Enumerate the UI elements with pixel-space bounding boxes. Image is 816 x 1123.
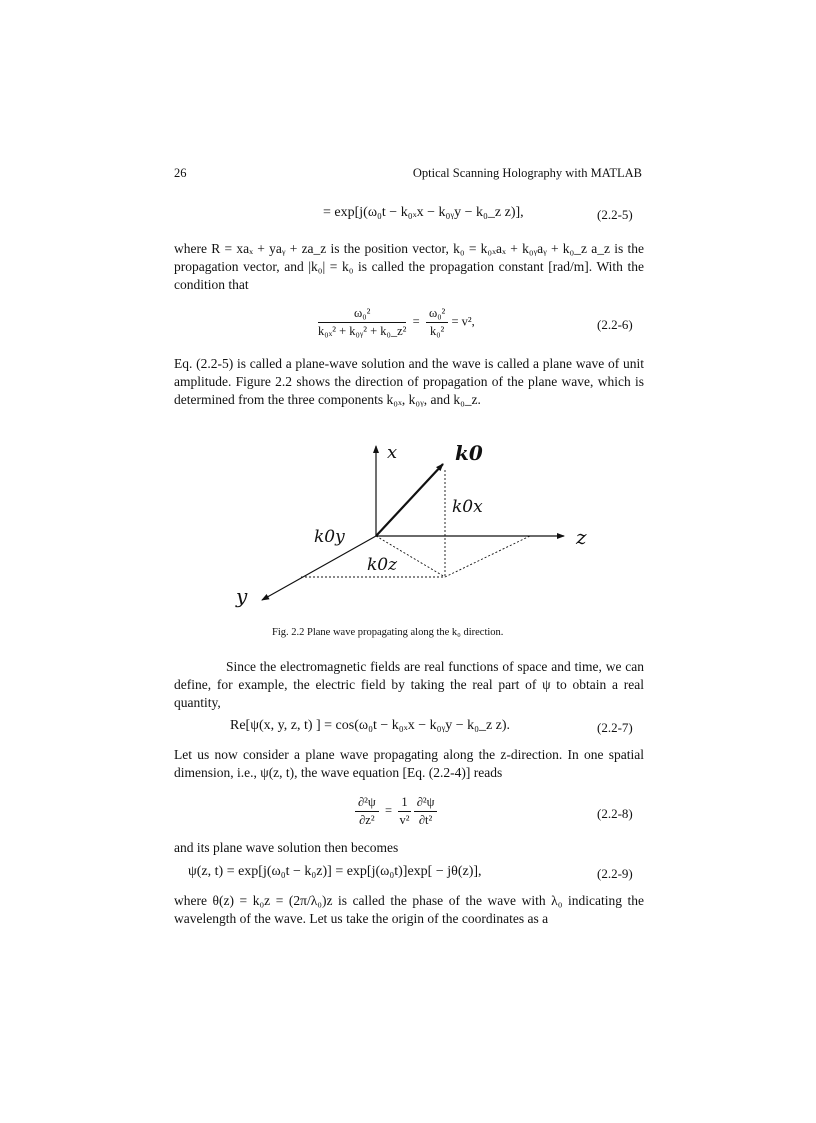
figure-2-2: [0, 420, 816, 620]
fraction: [398, 795, 410, 828]
z-projection: [445, 536, 530, 577]
denominator: k₀²: [429, 324, 445, 338]
k0-vector: [376, 464, 443, 536]
denominator: ∂z²: [359, 813, 375, 827]
fraction: [414, 795, 438, 828]
paragraph-z-direction: Let us now consider a plane wave propagating along the z-direction. In one spatial dimension, i.e., ψ(z, t), the wave equation [Eq. (2.2-4)] reads: [174, 747, 644, 780]
fraction: [355, 795, 379, 828]
z-axis-label: z: [576, 525, 587, 549]
numerator: ω₀²: [318, 306, 406, 323]
equation-number-2-2-6: (2.2-6): [597, 317, 633, 332]
y-axis-label: y: [236, 584, 248, 608]
fraction: [426, 306, 448, 339]
paragraph-phase: where θ(z) = k₀z = (2π/λ₀)z is called the phase of the wave with λ₀ indicating the wavelength of the wave. Let us take the origin of the coordinates as a: [174, 893, 644, 926]
k0x-label: k0x: [452, 497, 483, 517]
equation-2-2-6: $\frac{\text{ω₀²}}{\text{k₀ₓ² + k₀ᵧ² + k₀\_z²}}$ = $\frac{\text{ω₀²}}{\text{k₀²}}$ = v²,: [318, 306, 475, 338]
equation-2-2-8: $\frac{\text{∂²ψ}}{\text{∂z²}}$ = $\frac{1}{\text{v²}}$ $\frac{\text{∂²ψ}}{\text{∂t²}}$: [355, 795, 437, 828]
paragraph-position-vector: where R = xaₓ + yaᵧ + za_z is the position vector, k₀ = k₀ₓaₓ + k₀ᵧaᵧ + k₀_z a_z is the propagation vector, and |k₀| = k₀ is called the propagation constant [rad/m]. With the condition that: [174, 241, 644, 292]
k0-label: k0: [455, 441, 483, 465]
fraction: [318, 306, 406, 339]
equation-rhs: = v²,: [451, 314, 475, 329]
x-axis-label: x: [387, 442, 398, 463]
paragraph-solution: and its plane wave solution then becomes: [174, 840, 399, 855]
k0z-label: k0z: [367, 555, 398, 575]
equation-2-2-5: = exp[j(ω₀t − k₀ₓx − k₀ᵧy − k₀_z z)],: [323, 205, 524, 220]
numerator: ∂²ψ: [355, 795, 379, 812]
equation-2-2-7: Re[ψ(x, y, z, t) ] = cos(ω₀t − k₀ₓx − k₀ᵧy − k₀_z z).: [230, 718, 511, 733]
numerator: ω₀²: [426, 306, 448, 323]
paragraph-real-part: Since the electromagnetic fields are real functions of space and time, we can define, for example, the electric field by taking the real part of ψ to obtain a real quantity,: [174, 659, 644, 710]
equation-number-2-2-8: (2.2-8): [597, 806, 633, 821]
numerator: 1: [398, 795, 410, 812]
denominator: k₀ₓ² + k₀ᵧ² + k₀_z²: [318, 324, 407, 338]
figure-caption: Fig. 2.2 Plane wave propagating along the k₀ direction.: [272, 627, 504, 638]
k0y-label: k0y: [314, 527, 345, 547]
denominator: ∂t²: [418, 813, 433, 827]
equation-2-2-9: ψ(z, t) = exp[j(ω₀t − k₀z)] = exp[j(ω₀t)]exp[ − jθ(z)],: [188, 864, 482, 879]
denominator: v²: [399, 813, 410, 827]
equation-number-2-2-5: (2.2-5): [597, 207, 633, 222]
paragraph-plane-wave: Eq. (2.2-5) is called a plane-wave solution and the wave is called a plane wave of unit amplitude. Figure 2.2 shows the direction of propagation of the plane wave, which is determined from the three components k₀ₓ, k₀ᵧ, and k₀_z.: [174, 356, 644, 407]
running-title: Optical Scanning Holography with MATLAB: [412, 166, 642, 180]
equation-number-2-2-7: (2.2-7): [597, 720, 633, 735]
page-number: 26: [174, 166, 187, 180]
equation-number-2-2-9: (2.2-9): [597, 866, 633, 881]
numerator: ∂²ψ: [414, 795, 438, 812]
